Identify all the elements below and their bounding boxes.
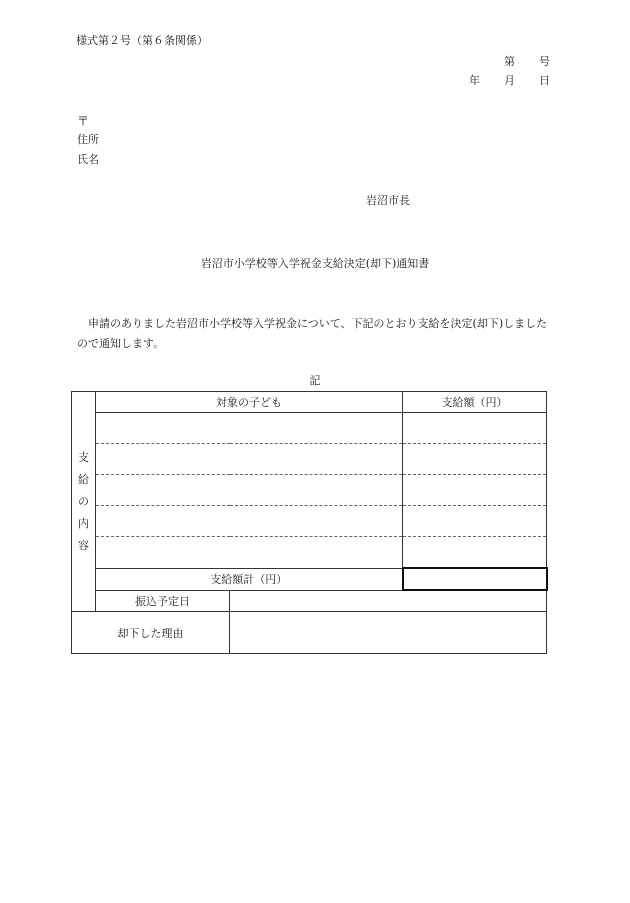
- date-day: 日: [539, 74, 550, 87]
- name-label: 氏名: [77, 153, 99, 166]
- table-row: [72, 475, 547, 506]
- amount-cell[interactable]: [403, 537, 547, 569]
- side-char: 支: [78, 450, 89, 464]
- total-label: 支給額計（円）: [96, 568, 403, 590]
- child-column-header: 対象の子ども: [96, 392, 403, 413]
- transfer-date-label: 振込予定日: [96, 590, 230, 612]
- transfer-date-cell[interactable]: [230, 590, 547, 612]
- side-char: 内: [78, 516, 89, 530]
- postal-mark: 〒: [77, 114, 90, 128]
- table-row: [72, 444, 547, 475]
- rejection-reason-cell[interactable]: [230, 612, 547, 654]
- table-row: [72, 537, 547, 569]
- payment-table: [71, 391, 548, 654]
- notice-body: 申請のありました岩沼市小学校等入学祝金について、下記のとおり支給を決定(却下)しましたので通知します。: [77, 317, 548, 350]
- child-cell[interactable]: [96, 506, 403, 537]
- rejection-reason-label: 却下した理由: [72, 612, 230, 654]
- side-char: 給: [78, 472, 89, 486]
- side-char: 容: [78, 538, 89, 552]
- amount-cell[interactable]: [403, 506, 547, 537]
- side-char: の: [78, 494, 89, 508]
- amount-cell[interactable]: [403, 475, 547, 506]
- amount-cell[interactable]: [403, 413, 547, 444]
- doc-number-prefix: 第: [504, 55, 515, 68]
- child-cell[interactable]: [96, 537, 403, 569]
- form-number: 様式第２号（第６条関係）: [76, 34, 208, 47]
- sender-mayor: 岩沼市長: [366, 194, 410, 207]
- address-label: 住所: [77, 133, 99, 146]
- table-row: [72, 506, 547, 537]
- payment-content-label: [72, 392, 96, 612]
- date-year: 年: [469, 74, 480, 87]
- issue-date: [469, 74, 550, 88]
- table-row: [72, 413, 547, 444]
- total-amount-cell[interactable]: [403, 568, 547, 590]
- amount-cell[interactable]: [403, 444, 547, 475]
- amount-column-header: 支給額（円）: [403, 392, 547, 413]
- document-title: 岩沼市小学校等入学祝金支給決定(却下)通知書: [200, 257, 430, 270]
- child-cell[interactable]: [96, 444, 403, 475]
- child-cell[interactable]: [96, 475, 403, 506]
- doc-number-suffix: 号: [539, 55, 550, 68]
- ki-heading: 記: [309, 374, 321, 387]
- date-month: 月: [504, 74, 515, 87]
- document-number: [504, 55, 550, 69]
- child-cell[interactable]: [96, 413, 403, 444]
